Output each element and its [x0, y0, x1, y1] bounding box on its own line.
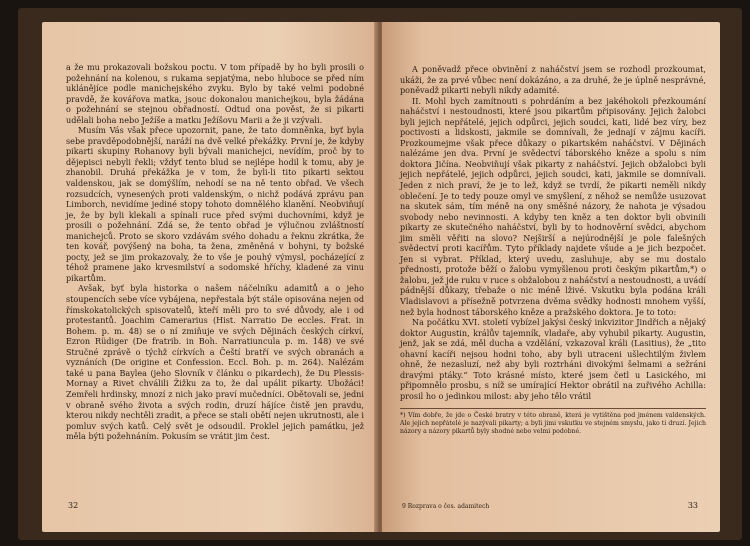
right-page [382, 22, 720, 532]
paragraph: A poněvadž přece obvinění z naháčství jsem se rozhodl prozkoumat, ukáži, že za prvé vůbec není dokázáno, a za druhé, že je úplně nesprávné, poněvadž pikarti nebyli nikdy adamité. [400, 64, 706, 96]
page-number: 32 [68, 501, 79, 510]
right-page-text [400, 64, 706, 402]
paragraph: Avšak, byť byla historka o našem náčelníku adamitů a o jeho stoupencích sebe více vybájena, nepřestala být stále opisována nejen od římskokatolických spisovatelů, kteří měli pro to své důvody, ale i od protestantů. Joachim Camerarius (Hist. Narratio De eccles. Frat. in Bohem. p. m. 48) se o ní zmiňuje ve svých Dějinách českých církví, Ezron Rüdiger (De fratrib. in Boh. Narratiuncula p. m. 148) ve své Stručné zprávě o týchž církvích a Čeští bratří ve svých obranách a vyznáních (De origine et Confession. Eccl. Boh. p. m. 264). Nalézám také u pana Baylea (jeho Slovník v článku o pikardech), že Du Plessis-Mornay a Rivet chválili Žižku za to, že dal upálit pikarty. Ubožáci! Zemřeli hrdinsky, mnozí z nich jako praví mučedníci. Obětovali se, jedni v obraně svého života a svých rodin, druzí hájíce čistě jen pravdu, kterou nikdy nechtěli zradit, a přece se stali obětí nejen ukrutnosti, ale i pomluv svých katů. Celý svět je odsoudil. Proklel jejich památku, jež měla býti požehnáním. Pokusím se vrátit jim čest. [66, 283, 364, 442]
paragraph: a že mu prokazovali božskou poctu. V tom případě by ho byli prosili o požehnání na kolenou, s rukama sepjatýma, nebo hluboce se před ním uklánějíce podle manichejského zvyku. Bylo by také velmi podobné pravdě, že kovářova matka, jsouc dokonalou manichejkou, byla žádána o požehnání se stejnou obřadností. Odtud ona pověst, že si pikarti udělali boha nebo Ježíše a matku Ježíšovu Marii a že ji vzývali. [66, 62, 364, 125]
paragraph: II. Mohl bych zamítnouti s pohrdáním a bez jakéhokoli přezkoumání naháčství i nestoudnosti, které jsou pikartům připisovány. Jejich žalobci byli jejich nepřátelé, jejich odpůrci, jejich soudci, kati, lidé bez víry, bez poctivosti a lidskosti, jakmile se domnívali, že jednají v zájmu kacíři. Prozkoumejme však přece důkazy o pikartském naháčství. V Dějinách nalézáme jen dva. První je svědectví táborského kněze a spolu s ním doktora Jičína. Neobviňují však pikarty z naháčství. Jejich obžalobci byli jejich nepřátelé, jejich odpůrci, jejich soudci, kati, jakmile se domnívali. Jeden z nich praví, že je to lež, když se tvrdí, že pikarti neměli nikdy oblečení. Je to tedy pouze omyl ve smyšlení, z něhož se nemůže usuzovat na skutek sám, tím méně na ony směšné názory, že nahota je výsadou svobody nebo nevinnosti. A kdyby ten kněz a ten doktor byli obvinili pikarty ze skutečného naháčství, byli by to hodnověrní svědci, abychom jim směli věřiti na slovo? Nejširší a nejúrodnější je pole falešných svědectví proti kacířům. Tyto příklady najdete všude a je jich bezpočet. Jen si vybrat. Příklad, který uvedu, zasluhuje, aby se mu dostalo přednosti, protože běží o žalobu vymyšlenou proti českým pikartům,*) o žalobu, jež jde ruku v ruce s obžalobou z naháčství a nestoudnosti, a uvádí pádnější důkazy, třebaže o nic méně lživé. Vskutku byla podána králi Vladislavovi a přísežně potvrzena dvěma svědky hodnosti mnohem vyšší, než byla hodnost táborského kněze a pražského doktora. Je to toto: [400, 95, 707, 317]
footnote-text: *) Vím dobře, že jde o České bratry v této obraně, která je vytištěna pod jménem valdenských. Ale jejich nepřátelé je nazývali pikarty; a byli jimi vskutku ve stejném smyslu, jako ti druzí. Jejich názory a názory pikartů byly shodné nebo velmi podobné. [400, 411, 706, 435]
paragraph: Na počátku XVI. století vybízel jakýsi český inkvizitor Jindřich a nějaký doktor Augustin, králův tajemník, vladaře, aby vyhubil pikarty. Augustin, jenž, jak se zdá, měl ducha a vzdělání, vzkazoval králi (Lasitius), že „tito ohavní kacíři nejsou hodni toho, aby byli utraceni ušlechtilým živlem ohně, že nezasluzí, než aby byli roztrháni divokými šelmami a sežráni dravými ptáky.“ Toto krásné místo, které jsem četl u Lasického, mi připomnělo prosbu, s níž se umírající Hektor obrátil na zuřivého Achilla: prosil ho o jedinkou milost: aby jeho tělo vrátil [400, 317, 706, 401]
paragraph: Musím Vás však přece upozornit, pane, že tato domněnka, byť byla sebe pravděpodobnější, naráží na dvě velké překážky. První je, že kdyby pikarti skupiny Rohanovy byli bývali manichejci, nevídím, proč by to dějepisci nebyli řekli; vždyť tento blud se nejlépe hodil k tomu, aby je zhanobil. Druhá překážka je v tom, že byli-li tito pikarti sektou valdenskou, jak se domýšlím, nehodí se na ně tento obřad. Ve všech rozsudcích, vynesených proti valdenským, o nichž podává zprávu pan Limborch, nevidíme jediné stopy tohoto domnělého klanění. Neobviňují je, že by byli klekali a spínali ruce před svými duchovními, když je prosili o požehnání. Zdá se, že tento obřad je výlučnou zvláštností manichejců. Proto se skoro vzdávám svého dohadu a řeknu zkrátka, že ten kovář, povýšený na boha, ta žena, změněná v bohyni, ty božské pocty, jež se jim prokazovaly, že to vše je pouhý výmysl, pocházející z téhož pramene jako krvesmilství a sodomské hříchy, kladené za vinu pikartům. [66, 125, 364, 283]
open-book [18, 8, 742, 540]
footnote [400, 408, 706, 436]
page-number: 33 [687, 501, 698, 510]
left-page [42, 22, 378, 532]
signature-mark: 9 Rozprava o čes. adamitech [402, 503, 490, 510]
left-page-text [66, 62, 364, 442]
